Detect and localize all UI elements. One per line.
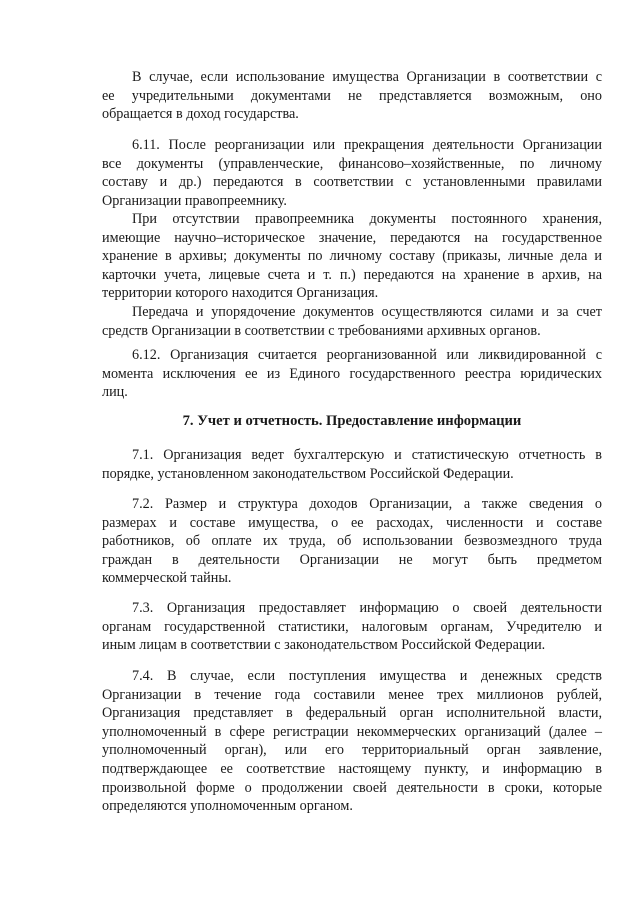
- text-line: При отсутствии правопреемника документы постоянного хранения,: [132, 211, 602, 227]
- text-line: 7.4. В случае, если поступления имущества и денежных средств: [132, 668, 602, 684]
- text-line: имеющие научно–историческое значение, передаются на государственное: [102, 229, 602, 246]
- paragraph-7-2: [102, 495, 602, 588]
- text-line: средств Организации в соответствии с требованиями архивных органов.: [102, 322, 541, 339]
- paragraph-6-12: [102, 346, 602, 402]
- text-line: 7.3. Организация предоставляет информацию о своей деятельности: [132, 600, 602, 616]
- text-line: Передача и упорядочение документов осуществляются силами и за счет: [132, 304, 602, 320]
- text-line: Организации в течение года составили менее трех миллионов рублей,: [102, 686, 602, 703]
- paragraph-7-1: [102, 446, 602, 483]
- paragraph-no-successor: [102, 210, 602, 303]
- text-line: порядке, установленном законодательством Российской Федерации.: [102, 465, 514, 482]
- text-line: все документы (управленческие, финансово–хозяйственные, по личному: [102, 155, 602, 172]
- text-line: Организации правопреемнику.: [102, 192, 287, 209]
- text-line: граждан в деятельности Организации не могут быть предметом: [102, 551, 602, 568]
- text-line: 7.1. Организация ведет бухгалтерскую и статистическую отчетность в: [132, 447, 602, 463]
- text-line: коммерческой тайны.: [102, 570, 232, 587]
- text-line: органам государственной статистики, налоговым органам, Учредителю и: [102, 618, 602, 635]
- text-line: уполномоченный в сфере регистрации некоммерческих организаций (далее –: [102, 723, 602, 740]
- text-line: 6.12. Организация считается реорганизованной или ликвидированной с: [132, 347, 602, 363]
- text-line: хранение в архивы; документы по личному составу (приказы, личные дела и: [102, 248, 602, 265]
- text-line: ее учредительными документами не представляется возможным, оно: [102, 87, 602, 104]
- text-line: иным лицам в соответствии с законодательством Российской Федерации.: [102, 637, 546, 654]
- text-line: определяются уполномоченным органом.: [102, 798, 353, 815]
- paragraph-document-transfer: [102, 303, 602, 340]
- text-line: уполномоченный орган), или его территориальный орган заявление,: [102, 742, 602, 759]
- text-line: обращается в доход государства.: [102, 106, 299, 123]
- paragraph-7-3: [102, 599, 602, 655]
- text-line: карточки учета, лицевые счета и т. п.) передаются на хранение в архив, на: [102, 266, 602, 283]
- text-line: 6.11. После реорганизации или прекращения деятельности Организации: [132, 137, 602, 153]
- text-line: лиц.: [102, 384, 128, 401]
- text-line: произвольной форме о продолжении своей деятельности в сроки, которые: [102, 779, 602, 796]
- text-line: размерах и составе имущества, о ее расходах, численности и составе: [102, 514, 602, 531]
- paragraph-6-11: [102, 136, 602, 210]
- paragraph-7-4: [102, 667, 602, 816]
- text-line: составу и др.) передаются в соответствии с установленными правилами: [102, 174, 602, 191]
- paragraph-property-transfer: [102, 68, 602, 124]
- text-line: В случае, если использование имущества Организации в соответствии с: [132, 69, 602, 85]
- text-line: работников, об оплате их труда, об использовании безвозмездного труда: [102, 533, 602, 550]
- text-line: момента исключения ее из Единого государственного реестра юридических: [102, 365, 602, 382]
- text-line: Организация представляет в федеральный орган исполнительной власти,: [102, 705, 602, 722]
- text-line: подтверждающее ее соответствие настоящему пункту, и информацию в: [102, 760, 602, 777]
- text-line: территории которого находится Организация.: [102, 285, 379, 302]
- section-7-heading: 7. Учет и отчетность. Предоставление информации: [182, 413, 522, 429]
- text-line: 7.2. Размер и структура доходов Организации, а также сведения о: [132, 496, 602, 512]
